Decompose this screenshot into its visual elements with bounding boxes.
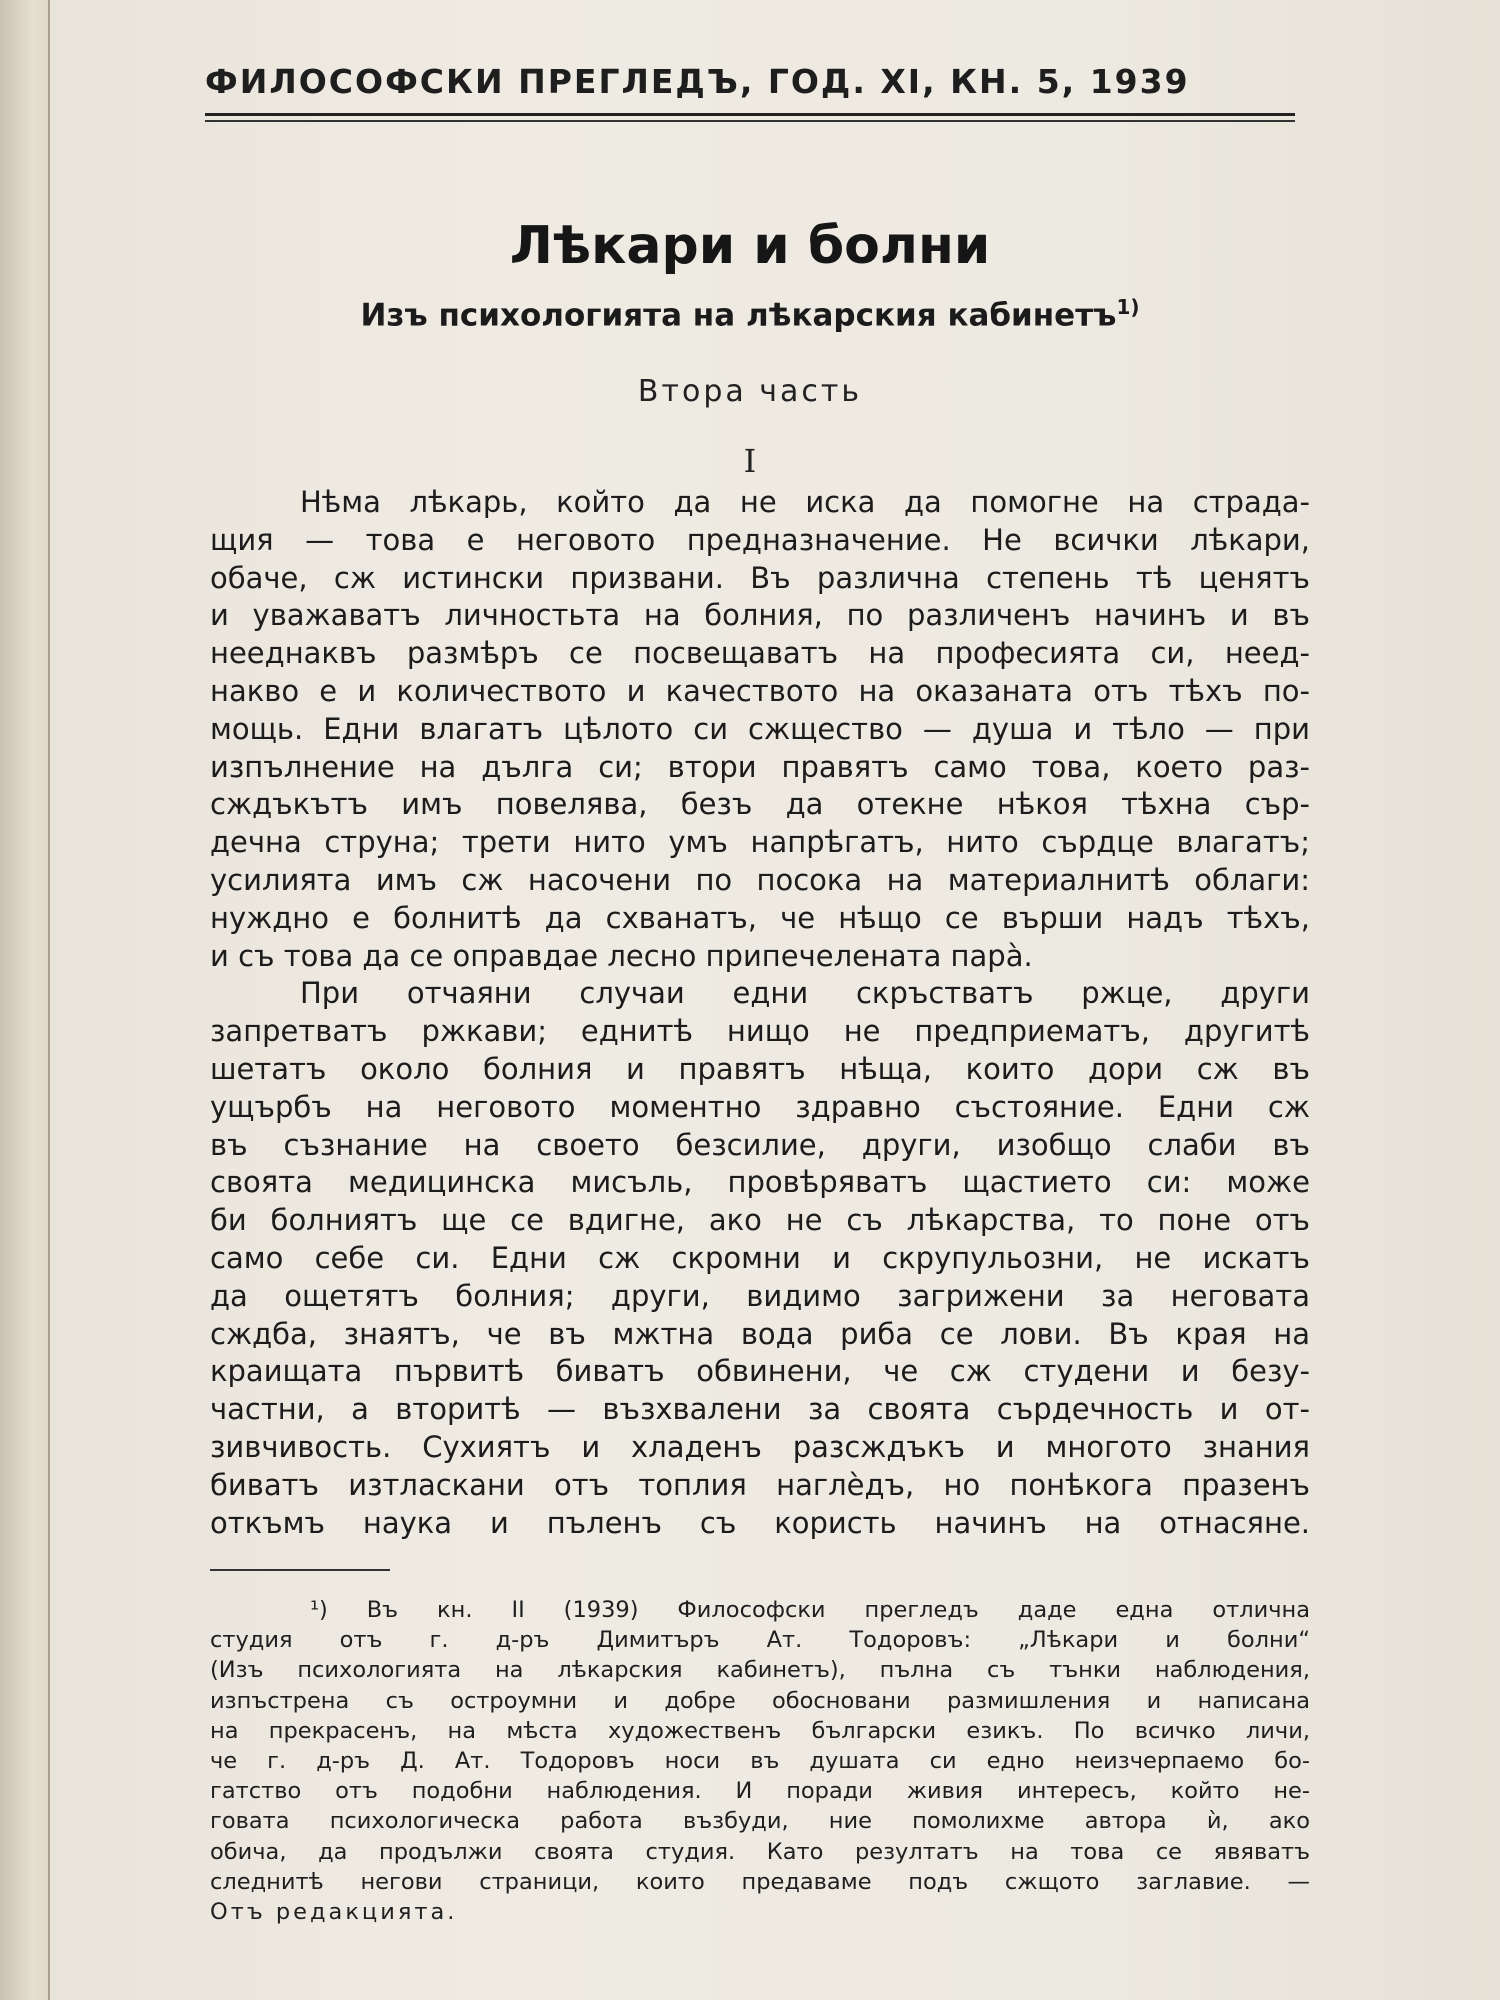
body-line: обаче, сж истински призвани. Въ различна степень тѣ ценятъ xyxy=(210,560,1310,595)
body-line: и съ това да се оправдае лесно припечеленaта пара̀. xyxy=(210,938,1033,973)
footnote-line: ¹) Въ кн. II (1939) Философски прегледъ даде една отлична xyxy=(310,1597,1310,1623)
body-line: усилията имъ сж насочени по посока на материалнитѣ облаги: xyxy=(210,862,1310,897)
body-text xyxy=(210,484,1310,1542)
footnote-line: че г. д-ръ Д. Ат. Тодоровъ носи въ душата си едно неизчерпаемо бо- xyxy=(210,1747,1310,1774)
body-line: накво е и количеството и качеството на оказаната отъ тѣхъ по- xyxy=(210,673,1310,708)
body-line: изпълнение на дълга си; втори правятъ само това, което раз- xyxy=(210,749,1310,784)
body-line: би болниятъ ще се вдигне, ако не съ лѣкарства, то поне отъ xyxy=(210,1203,1310,1238)
section-number: I xyxy=(743,442,757,480)
header-rule-thick xyxy=(205,113,1295,116)
footnote-line: гатство отъ подобни наблюдения. И поради живия интересъ, който не- xyxy=(210,1778,1310,1805)
body-line: дечна струна; трети нито умъ напрѣгатъ, нито сърдце влагатъ; xyxy=(210,825,1310,860)
footnote-line: обича, да продължи своята студия. Като резултатъ на това се явяватъ xyxy=(210,1838,1310,1865)
part-heading: Втора часть xyxy=(637,374,863,409)
body-line: нуждно е болнитѣ да схванатъ, че нѣщо се върши надъ тѣхъ, xyxy=(210,900,1310,935)
body-line: въ съзнание на своето безсилие, други, изобщо слаби въ xyxy=(210,1127,1310,1162)
body-line: сждба, знаятъ, че въ мжтна вода риба се лови. Въ края на xyxy=(210,1316,1310,1351)
footnote-separator xyxy=(210,1569,390,1571)
footnote-marker: 1) xyxy=(1116,295,1140,319)
footnote-signature: Отъ редакцията. xyxy=(210,1898,458,1925)
body-line: и уважаватъ личностьта на болния, по различенъ начинъ и въ xyxy=(210,598,1310,633)
article-title: Лѣкари и болни xyxy=(509,216,991,276)
body-line: При отчаяни случаи едни скръстватъ ржце, други xyxy=(300,976,1310,1011)
body-line: зивчивость. Сухиятъ и хладенъ разсждъкъ и многото знания xyxy=(210,1429,1310,1464)
body-line: сждъкътъ имъ повелява, безъ да отекне нѣкоя тѣхна сър- xyxy=(210,787,1310,822)
body-line: щия — това е неговото предназначение. Не всички лѣкари, xyxy=(210,522,1310,557)
body-line: краищата първитѣ биватъ обвинени, че сж студени и безу- xyxy=(210,1354,1310,1389)
article-subtitle xyxy=(205,295,1295,333)
body-line: откъмъ наука и пъленъ съ користь начинъ на отнасяне. xyxy=(210,1505,1310,1540)
footnote-line: (Изъ психологията на лѣкарския кабинетъ), пълна съ тънки наблюдения, xyxy=(210,1657,1310,1684)
body-line: частни, а вторитѣ — възхвалени за своята сърдечность и от- xyxy=(210,1392,1310,1427)
footnote-line: студия отъ г. д-ръ Димитъръ Ат. Тодоровъ: „Лѣкари и болни“ xyxy=(210,1627,1310,1654)
footnote xyxy=(210,1595,1310,1927)
footnote-line: на прекрасенъ, на мѣста художественъ български езикъ. По всичко личи, xyxy=(210,1717,1310,1744)
subtitle-text: Изъ психологията на лѣкарския кабинетъ xyxy=(360,297,1117,334)
body-line: само себе си. Едни сж скромни и скрупульозни, не искатъ xyxy=(210,1240,1310,1275)
body-line: биватъ изтласкани отъ топлия наглѐдъ, но понѣкога празенъ xyxy=(210,1467,1310,1502)
body-line: нееднаквъ размѣръ се посвещаватъ на професията си, неед- xyxy=(210,636,1310,671)
body-line: да ощетятъ болния; други, видимо загрижени за неговата xyxy=(210,1278,1310,1313)
body-line: мощь. Едни влагатъ цѣлото си сжщество — душа и тѣло — при xyxy=(210,711,1310,746)
body-line: своята медицинска мисъль, провѣряватъ щастието си: може xyxy=(210,1165,1310,1200)
body-line: шетатъ около болния и правятъ нѣща, които дори сж въ xyxy=(210,1051,1310,1086)
footnote-line: следнитѣ негови страници, които предаваме подъ сжщото заглавие. — xyxy=(210,1868,1310,1895)
header-rule-thin xyxy=(205,120,1295,122)
body-line: ущърбъ на неговото моментно здравно състояние. Едни сж xyxy=(210,1089,1310,1124)
body-line: Нѣма лѣкарь, който да не иска да помогне на страда- xyxy=(300,485,1310,519)
journal-header: ФИЛОСОФСКИ ПРЕГЛЕДЪ, ГОД. XI, КН. 5, 1939 xyxy=(205,62,1190,101)
footnote-line: говата психологическа работа възбуди, ние помолихме автора ѝ, ако xyxy=(210,1808,1310,1835)
body-line: запретватъ ржкави; еднитѣ нищо не предприематъ, другитѣ xyxy=(210,1014,1310,1049)
footnote-line: изпъстрена съ остроумни и добре обосновани размишления и написана xyxy=(210,1687,1310,1714)
